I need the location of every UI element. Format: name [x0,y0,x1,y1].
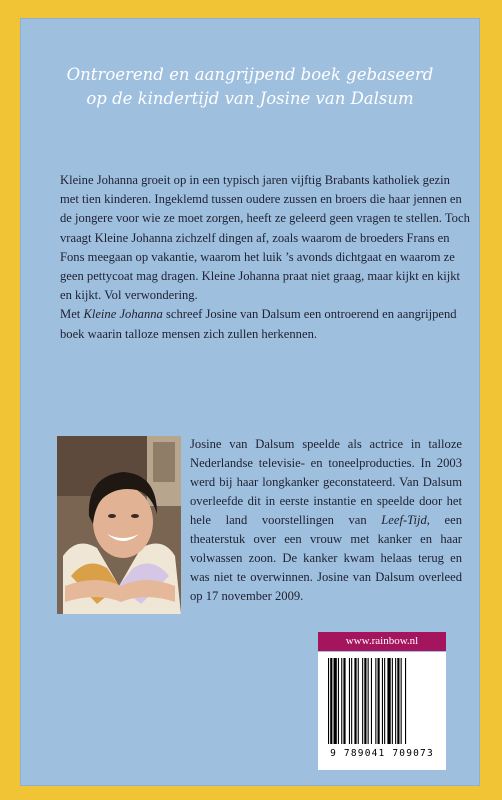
barcode-bar [368,658,369,744]
barcode-bar [349,658,350,744]
barcode-bar [375,658,376,744]
bio-text-after: , een theaterstuk over een vrouw met kanker en haar volwassen zoon. De kanker kwam helaas terug en was niet te overwinnen. Josine van Dalsum overleed op 17 november 2009. [190,513,462,603]
barcode-bar [341,658,342,744]
barcode-bar [330,658,332,744]
blurb-closing [60,305,470,343]
blurb-closing-suffix: schreef Josine van Dalsum een ontroerend en aangrijpend boek waarin talloze mensen zich zullen herkennen. [60,307,457,341]
barcode-bar [378,658,380,744]
book-blurb [60,171,470,344]
back-cover [20,18,480,786]
tagline [20,63,480,111]
barcode-digits: 9 789041 709073 [330,748,434,759]
barcode-bars [326,658,438,746]
bio-text-before: Josine van Dalsum speelde als actrice in talloze Nederlandse televisie- en toneelproducties. In 2003 werd bij haar longkanker geconstateerd. Van Dalsum overleefde dit in eerste instantie en speelde door het hele land voorstellingen van [190,437,462,527]
barcode-bar [387,658,390,744]
tagline-line-1: Ontroerend en aangrijpend boek gebaseerd [66,65,434,84]
author-portrait-image [57,436,181,614]
barcode-bar [392,658,393,744]
barcode-bar [362,658,363,744]
barcode-bar [395,658,396,744]
blurb-paragraph: Kleine Johanna groeit op in een typisch jaren vijftig Brabants katholiek gezin met tien kinderen. Ingeklemd tussen oudere zussen en broers die haar jennen en de jongere voor wie ze moet zorgen, heeft ze geleerd geen vragen te stellen. Toch vraagt Kleine Johanna zichzelf dingen af, zoals waarom de broeders Frans en Fons meegaan op vakantie, waarom het luik ’s avonds dichtgaat en waarom ze geen pettycoat mag dragen. Kleine Johanna praat niet graag, maar kijkt en kijkt en kijkt. Vol verwondering. [60,173,470,303]
barcode-bar [405,658,406,744]
play-title: Leef-Tijd [381,513,427,527]
barcode-bar [382,658,383,744]
barcode-bar [358,658,359,744]
barcode-bar [343,658,345,744]
barcode-bar [384,658,385,744]
barcode-bar [334,658,337,744]
book-title: Kleine Johanna [83,307,163,322]
publisher-website: www.rainbow.nl [318,632,446,651]
isbn-barcode [318,652,446,770]
barcode-bar [328,658,329,744]
blurb-closing-prefix: Met [60,307,84,322]
author-photo [57,436,181,614]
author-bio [190,435,462,606]
barcode-bar [371,658,372,744]
barcode-bar [397,658,399,744]
barcode-bar [354,658,356,744]
barcode-bar [364,658,366,744]
tagline-line-2: op de kindertijd van Josine van Dalsum [86,89,414,108]
barcode-bar [401,658,402,744]
barcode-bar [351,658,352,744]
barcode-bar [338,658,339,744]
